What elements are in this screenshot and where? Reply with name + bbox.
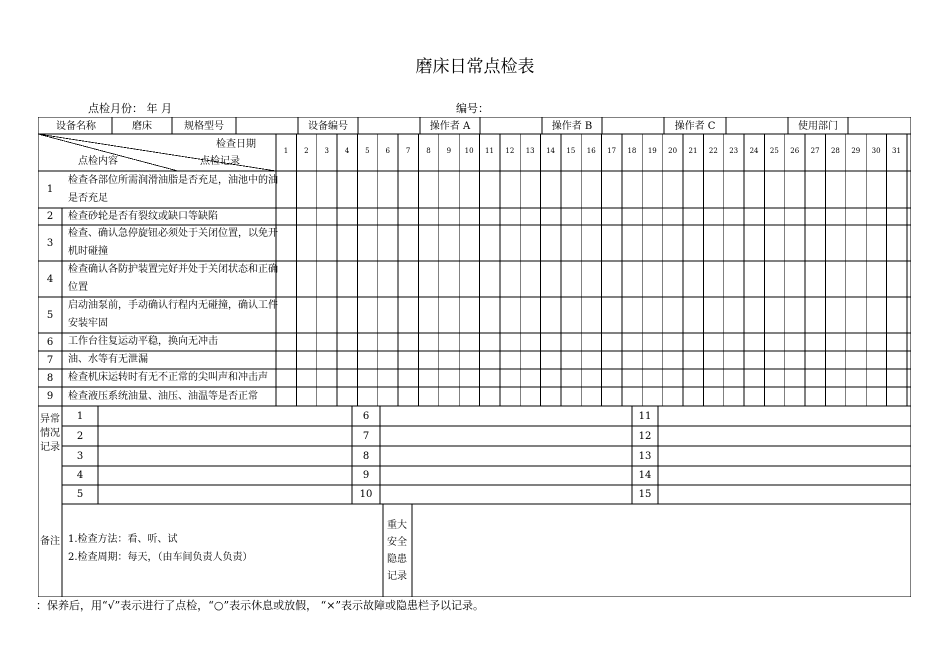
abnormal-record-number: 6: [362, 410, 370, 422]
day-number: 9: [446, 147, 452, 155]
item-number: 2: [46, 211, 54, 222]
equipment-name-value: 磨床: [132, 121, 152, 132]
equipment-name-label: 设备名称: [56, 121, 96, 132]
item-number: 6: [46, 336, 54, 348]
remarks-label: 备注: [40, 536, 60, 547]
day-number: 2: [304, 147, 309, 155]
day-number: 8: [426, 147, 431, 155]
day-number: 16: [586, 147, 596, 155]
day-number: 27: [810, 147, 820, 155]
item-text: 检查砂轮是否有裂纹或缺口等缺陷: [68, 210, 218, 222]
day-number: 5: [365, 147, 370, 155]
page-title: 磨床日常点检表: [415, 57, 535, 77]
day-number: 6: [385, 147, 390, 155]
abnormal-record-number: 10: [359, 489, 373, 500]
day-number: 7: [405, 147, 411, 155]
day-number: 25: [769, 147, 779, 155]
abnormal-record-number: 14: [638, 470, 652, 481]
legend-footnote: ：保养后，用“√”表示进行了点检，“○”表示休息或放假， “×”表示故障或隐患栏予以记录。: [36, 599, 485, 612]
item-text: 启动油泵前，手动确认行程内无碰撞，确认工件安装牢固: [68, 300, 278, 329]
abnormal-record-number: 8: [362, 450, 370, 462]
operator-c-label: 操作者 C: [674, 121, 716, 132]
item-number: 8: [46, 372, 54, 384]
day-number: 18: [627, 147, 637, 155]
inspection-content-label: 点检内容: [78, 156, 118, 167]
inspection-sheet: [38, 117, 911, 597]
abnormal-record-number: 9: [362, 470, 370, 481]
inspection-month-label: 点检月份： 年 月: [88, 102, 172, 115]
day-number: 28: [830, 147, 840, 155]
abnormal-record-number: 1: [76, 410, 84, 422]
item-text: 检查机床运转时有无不正常的尖叫声和冲击声: [68, 372, 268, 383]
day-number: 17: [607, 147, 617, 155]
inspection-record-label: 点检记录: [200, 156, 240, 167]
abnormal-record-label: 异常情况记录: [40, 414, 60, 453]
day-number: 31: [892, 147, 901, 155]
abnormal-record-number: 2: [76, 430, 84, 442]
remarks-line-2: 2.检查周期：每天，（由车间负责人负责）: [68, 552, 253, 563]
day-number: 21: [688, 147, 698, 155]
item-number: 3: [46, 237, 54, 249]
item-text: 工作台往复运动平稳，换向无冲击: [68, 336, 218, 347]
day-number: 10: [464, 147, 474, 155]
day-number: 14: [546, 147, 555, 155]
abnormal-record-number: 11: [638, 410, 652, 422]
item-text: 检查、确认急停旋钮必须处于关闭位置，以免开机时碰撞: [68, 228, 278, 257]
operator-b-label: 操作者 B: [551, 121, 593, 132]
day-number: 24: [749, 147, 759, 155]
item-text: 检查液压系统油量、油压、油温等是否正常: [68, 390, 258, 402]
abnormal-record-number: 5: [76, 489, 84, 500]
day-number: 11: [485, 147, 494, 155]
day-number: 4: [344, 147, 350, 155]
abnormal-record-number: 15: [638, 489, 652, 500]
day-number: 22: [708, 147, 718, 155]
day-number: 26: [790, 147, 800, 155]
item-number: 1: [46, 184, 54, 195]
major-hazard-label: 重大安全隐患记录: [387, 520, 407, 582]
operator-a-label: 操作者 A: [429, 121, 471, 132]
day-number: 13: [525, 147, 535, 155]
item-number: 7: [46, 354, 54, 366]
abnormal-record-number: 13: [638, 450, 652, 462]
abnormal-record-number: 4: [76, 470, 84, 481]
form-number-label: 编号：: [456, 102, 489, 115]
model-label: 规格型号: [184, 121, 224, 132]
department-label: 使用部门: [798, 121, 838, 132]
remarks-line-1: 1.检查方法：看、听、试: [68, 534, 178, 545]
item-number: 4: [46, 273, 54, 285]
day-number: 3: [324, 147, 329, 155]
item-number: 5: [46, 309, 54, 321]
item-text: 检查各部位所需润滑油脂是否充足，油池中的油是否充足: [68, 174, 278, 204]
day-number: 20: [668, 147, 678, 155]
day-number: 12: [505, 147, 515, 155]
day-number: 19: [647, 147, 657, 155]
equipment-no-label: 设备编号: [308, 121, 348, 132]
item-text: 检查确认各防护装置完好并处于关闭状态和正确位置: [68, 264, 278, 293]
inspection-date-label: 检查日期: [216, 139, 256, 150]
day-number: 30: [871, 147, 881, 155]
abnormal-record-number: 12: [638, 430, 652, 442]
item-number: 9: [46, 391, 54, 402]
day-number: 15: [566, 147, 576, 155]
abnormal-record-number: 3: [76, 450, 84, 462]
abnormal-record-number: 7: [362, 430, 370, 442]
day-number: 1: [283, 147, 289, 155]
day-number: 23: [729, 147, 739, 155]
day-number: 29: [851, 147, 861, 155]
item-text: 油、水等有无泄漏: [68, 354, 148, 365]
